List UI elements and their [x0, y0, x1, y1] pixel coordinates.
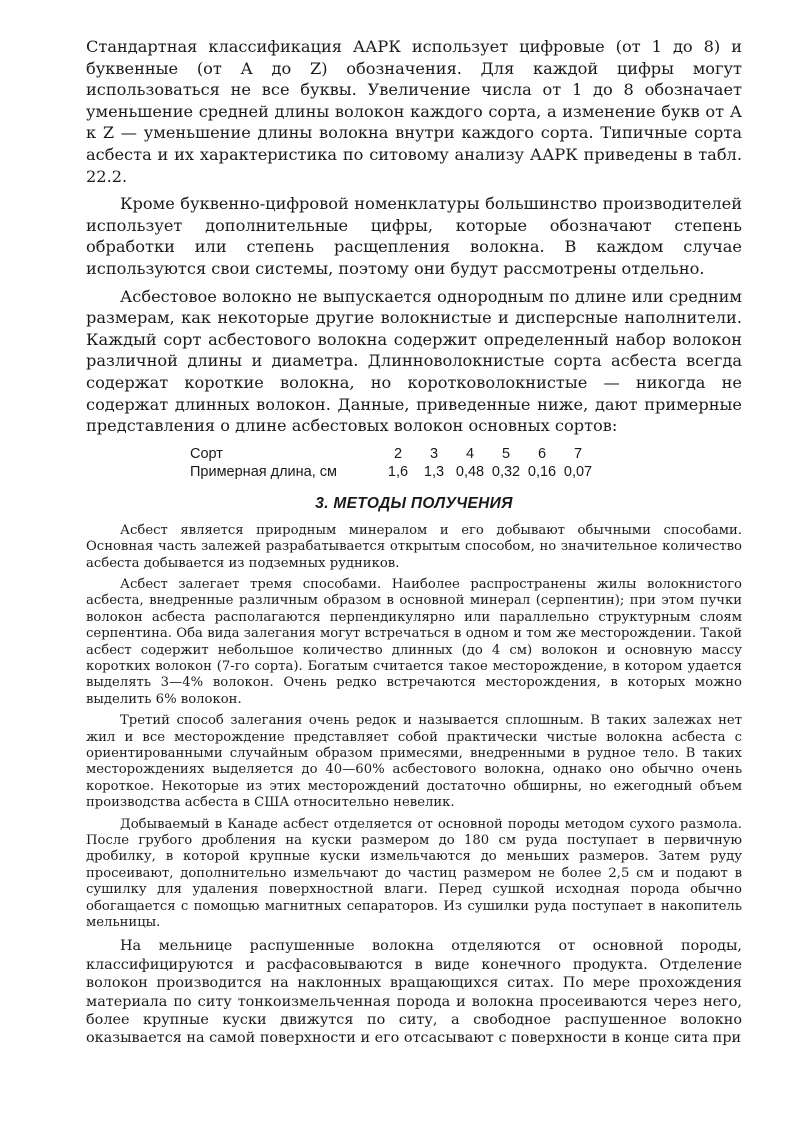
paragraph-mining: Асбест является природным минералом и его добывают обычными способами. Основная часть залежей разрабатывается открытым способом, но значительное количество асбеста добывается из подземных рудников.	[86, 522, 742, 571]
grade-value: 3	[429, 445, 439, 462]
mill-section	[86, 937, 742, 1047]
methods-section	[86, 523, 742, 932]
section-title: 3. МЕТОДЫ ПОЛУЧЕНИЯ	[315, 494, 513, 512]
paragraph-fiber-length: Асбестовое волокно не выпускается однородным по длине или средним размерам, как некоторые другие волокнистые и дисперсные наполнители. Каждый сорт асбестового волокна содержит определенный набор волокон различной длины и диаметра. Длинноволокнистые сорта асбеста всегда содержат короткие волокна, но коротковолокнистые — никогда не содержат длинных волокон. Данные, приведенные ниже, дают примерные представления о длине асбестовых волокон основных сортов:	[86, 286, 742, 436]
document-page	[86, 36, 742, 1048]
fiber-length-table	[190, 445, 742, 481]
length-value: 0,32	[491, 463, 521, 480]
length-row	[190, 463, 742, 481]
paragraph-classification: Стандартная классификация ААРК использует цифровые (от 1 до 8) и буквенные (от А до Z) обозначения. Для каждой цифры могут использоваться не все буквы. Увеличение числа от 1 до 8 обозначает уменьшение средней длины волокон каждого сорта, а изменение букв от А к Z — уменьшение длины волокна внутри каждого сорта. Типичные сорта асбеста и их характеристика по ситовому анализу ААРК приведены в табл. 22.2.	[86, 37, 742, 186]
length-value: 1,6	[387, 463, 409, 480]
paragraph-solid-deposits: Третий способ залегания очень редок и называется сплошным. В таких залежах нет жил и все месторождение представляет собой практически чистые волокна асбеста с ориентированными случайным образом примесями, внедренными в рудное тело. В таких месторождениях выделяется до 40—60% асбестового волокна, однако оно обычно очень короткое. Некоторые из этих месторождений достаточно обширны, но ежегодный объем производства асбеста в США относительно невелик.	[86, 713, 742, 811]
length-value: 0,16	[527, 463, 557, 480]
intro-section	[86, 36, 742, 437]
grade-value: 4	[465, 445, 475, 462]
paragraph-mill: На мельнице распушенные волокна отделяются от основной породы, классифицируются и расфасовываются в виде конечного продукта. Отделение волокон производится на наклонных вращающихся ситах. По мере прохождения материала по ситу тонкоизмельченная порода и волокна просеиваются через него, более крупные куски движутся по ситу, а свободное распушенное волокно оказывается на самой поверхности и его отсасывают с поверхности в конце сита при	[86, 938, 742, 1047]
paragraph-deposits: Асбест залегает тремя способами. Наиболее распространены жилы волокнистого асбеста, внедренные различным образом в основной минерал (серпентин); при этом пучки волокон асбеста располагаются перпендикулярно или параллельно структурным слоям серпентина. Оба вида залегания могут встречаться в одном и том же месторождении. Такой асбест содержит небольшое количество длинных (до 4 см) волокон и основную массу коротких волокон (7-го сорта). Богатым считается такое месторождение, в котором удается выделять 3—4% волокон. Очень редко встречаются месторождения, в которых можно выделить 6% волокон.	[86, 576, 742, 707]
paragraph-nomenclature: Кроме буквенно-цифровой номенклатуры большинство производителей использует дополнительные цифры, которые обозначают степень обработки или степень расщепления волокна. В каждом случае используются свои системы, поэтому они будут рассмотрены отдельно.	[86, 194, 742, 278]
length-value: 0,07	[563, 463, 593, 480]
grade-value: 6	[537, 445, 547, 462]
length-value: 1,3	[423, 463, 445, 480]
grade-label: Сорт	[190, 445, 223, 462]
length-label: Примерная длина, см	[190, 463, 338, 480]
grade-value: 2	[393, 445, 403, 462]
grade-value: 7	[573, 445, 583, 462]
paragraph-canada-process: Добываемый в Канаде асбест отделяется от основной породы методом сухого размола. После грубого дробления на куски размером до 180 см руда поступает в первичную дробилку, в которой крупные куски измельчаются до меньших размеров. Затем руду просеивают, дополнительно измельчают до частиц размером не более 2,5 см и подают в сушилку для удаления поверхностной влаги. Перед сушкой исходная порода обычно обогащается с помощью магнитных сепараторов. Из сушилки руда поступает в накопитель мельницы.	[86, 816, 742, 931]
grade-row	[190, 445, 742, 463]
grade-value: 5	[501, 445, 511, 462]
length-value: 0,48	[455, 463, 485, 480]
